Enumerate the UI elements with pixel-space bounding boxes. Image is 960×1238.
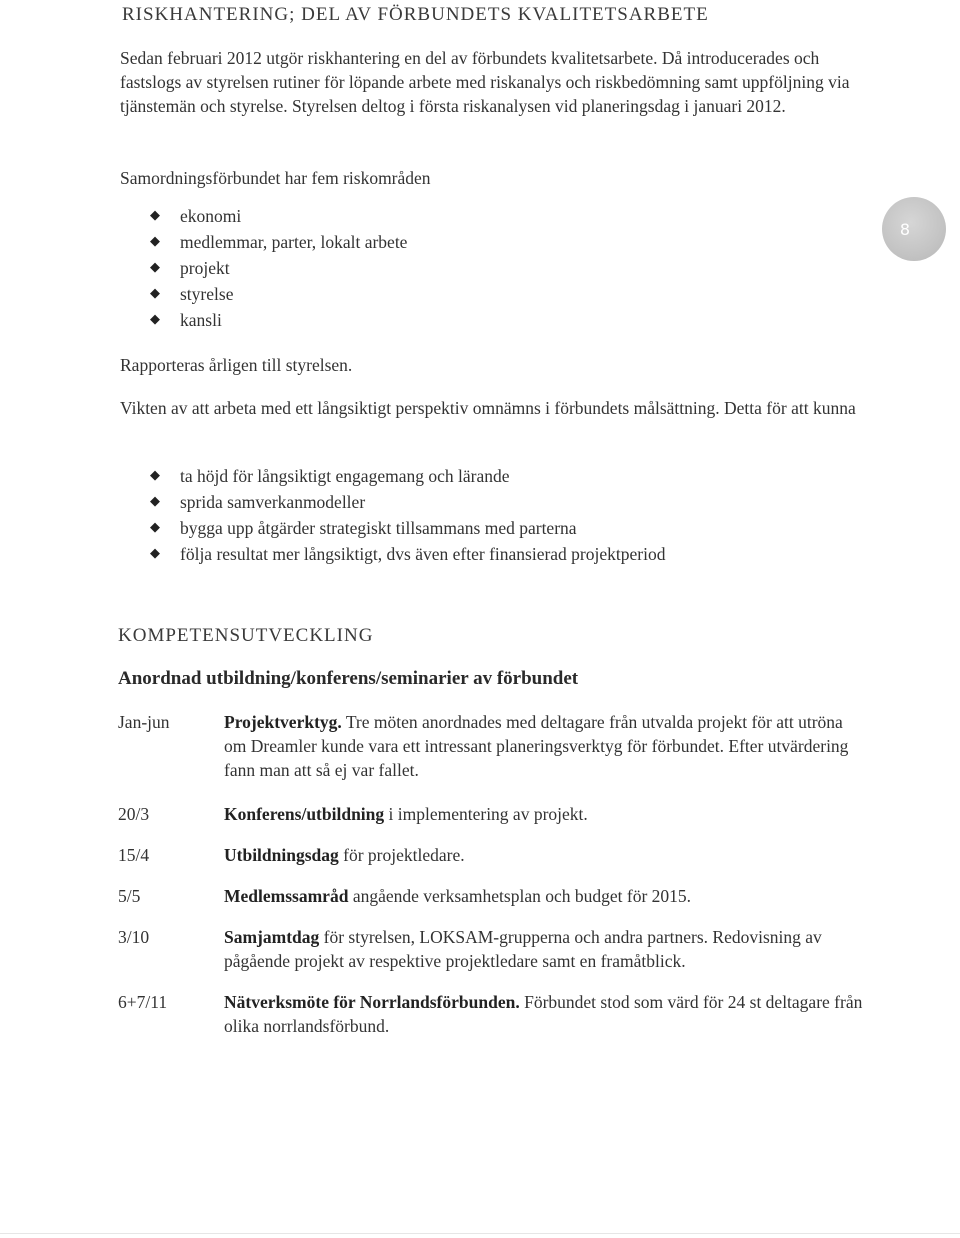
list-item: ◆ bygga upp åtgärder strategiskt tillsammans med parterna: [150, 515, 665, 541]
list-item: ◆ sprida samverkanmodeller: [150, 489, 665, 515]
list-item: ◆ följa resultat mer långsiktigt, dvs även efter finansierad projektperiod: [150, 541, 665, 567]
event-text: Tre möten anordnades med deltagare från utvalda projekt för att utröna om Dreamler kunde vara ett intressant planeringsverktyg för förbundet. Efter utvärdering fann man att så ej var fallet.: [224, 712, 849, 780]
event-date: 6+7/11: [118, 992, 168, 1012]
event-title: Utbildningsdag: [224, 845, 339, 865]
list-item: ◆ projekt: [150, 255, 407, 281]
diamond-bullet-icon: [150, 307, 160, 333]
event-date: Jan-jun: [118, 712, 170, 732]
diamond-bullet-icon: [150, 515, 160, 541]
list-item: ◆ kansli: [150, 307, 407, 333]
event-title: Nätverksmöte för Norrlandsförbunden.: [224, 992, 520, 1012]
diamond-bullet-icon: [150, 229, 160, 255]
competence-subheading: Anordnad utbildning/konferens/seminarier av förbundet: [118, 668, 579, 689]
perspective-list: [150, 463, 665, 567]
event-row: [118, 990, 878, 1038]
event-title: Samjamtdag: [224, 927, 320, 947]
perspective-intro: Vikten av att arbeta med ett långsiktigt perspektiv omnämns i förbundets målsättning. Detta för att kunna: [120, 398, 856, 418]
event-text: för projektledare.: [338, 845, 465, 865]
diamond-bullet-icon: [150, 255, 160, 281]
report-note: Rapporteras årligen till styrelsen.: [120, 355, 353, 375]
event-description: [224, 990, 864, 1038]
diamond-bullet-icon: [150, 489, 160, 515]
event-row: [118, 802, 878, 826]
diamond-bullet-icon: [150, 463, 160, 489]
events-list: [118, 710, 878, 1055]
risk-areas-intro: Samordningsförbundet har fem riskområden: [120, 168, 431, 188]
event-description: [224, 884, 864, 908]
risk-intro-paragraph: Sedan februari 2012 utgör riskhantering en del av förbundets kvalitetsarbete. Då introducerades och fastslogs av styrelsen rutiner för löpande arbete med riskanalys och riskbedömning samt uppföljning via tjänstemän och styrelse. Styrelsen deltog i första riskanalysen vid planeringsdag i januari 2012.: [120, 48, 850, 116]
risk-section-heading: RISKHANTERING; DEL AV FÖRBUNDETS KVALITETSARBETE: [122, 4, 709, 25]
competence-section-heading: KOMPETENSUTVECKLING: [118, 625, 374, 646]
event-text: Förbundet stod som värd för 24 st deltagare från olika norrlandsförbund.: [224, 992, 863, 1036]
list-item: ◆ medlemmar, parter, lokalt arbete: [150, 229, 407, 255]
event-row: [118, 843, 878, 867]
event-row: [118, 710, 878, 782]
event-description: [224, 925, 864, 973]
event-title: Projektverktyg.: [224, 712, 342, 732]
event-date: 3/10: [118, 927, 150, 947]
event-row: [118, 884, 878, 908]
page-number-badge: 8: [882, 197, 946, 261]
event-row: [118, 925, 878, 973]
event-text: i implementering av projekt.: [384, 804, 588, 824]
event-description: [224, 843, 864, 867]
list-item: ◆ ta höjd för långsiktigt engagemang och lärande: [150, 463, 665, 489]
event-title: Medlemssamråd: [224, 886, 349, 906]
diamond-bullet-icon: [150, 281, 160, 307]
event-description: [224, 802, 864, 826]
list-item: ◆ styrelse: [150, 281, 407, 307]
event-description: [224, 710, 864, 782]
event-date: 20/3: [118, 804, 150, 824]
event-text: för styrelsen, LOKSAM-grupperna och andra partners. Redovisning av pågående projekt av respektive projektledare samt en framåtblick.: [224, 927, 822, 971]
page-bottom-divider: [0, 1233, 960, 1234]
list-item: ◆ ekonomi: [150, 203, 407, 229]
event-text: angående verksamhetsplan och budget för 2015.: [348, 886, 692, 906]
event-title: Konferens/utbildning: [224, 804, 385, 824]
risk-areas-list: [150, 203, 407, 333]
diamond-bullet-icon: [150, 203, 160, 229]
event-date: 15/4: [118, 845, 150, 865]
event-date: 5/5: [118, 886, 141, 906]
diamond-bullet-icon: [150, 541, 160, 567]
